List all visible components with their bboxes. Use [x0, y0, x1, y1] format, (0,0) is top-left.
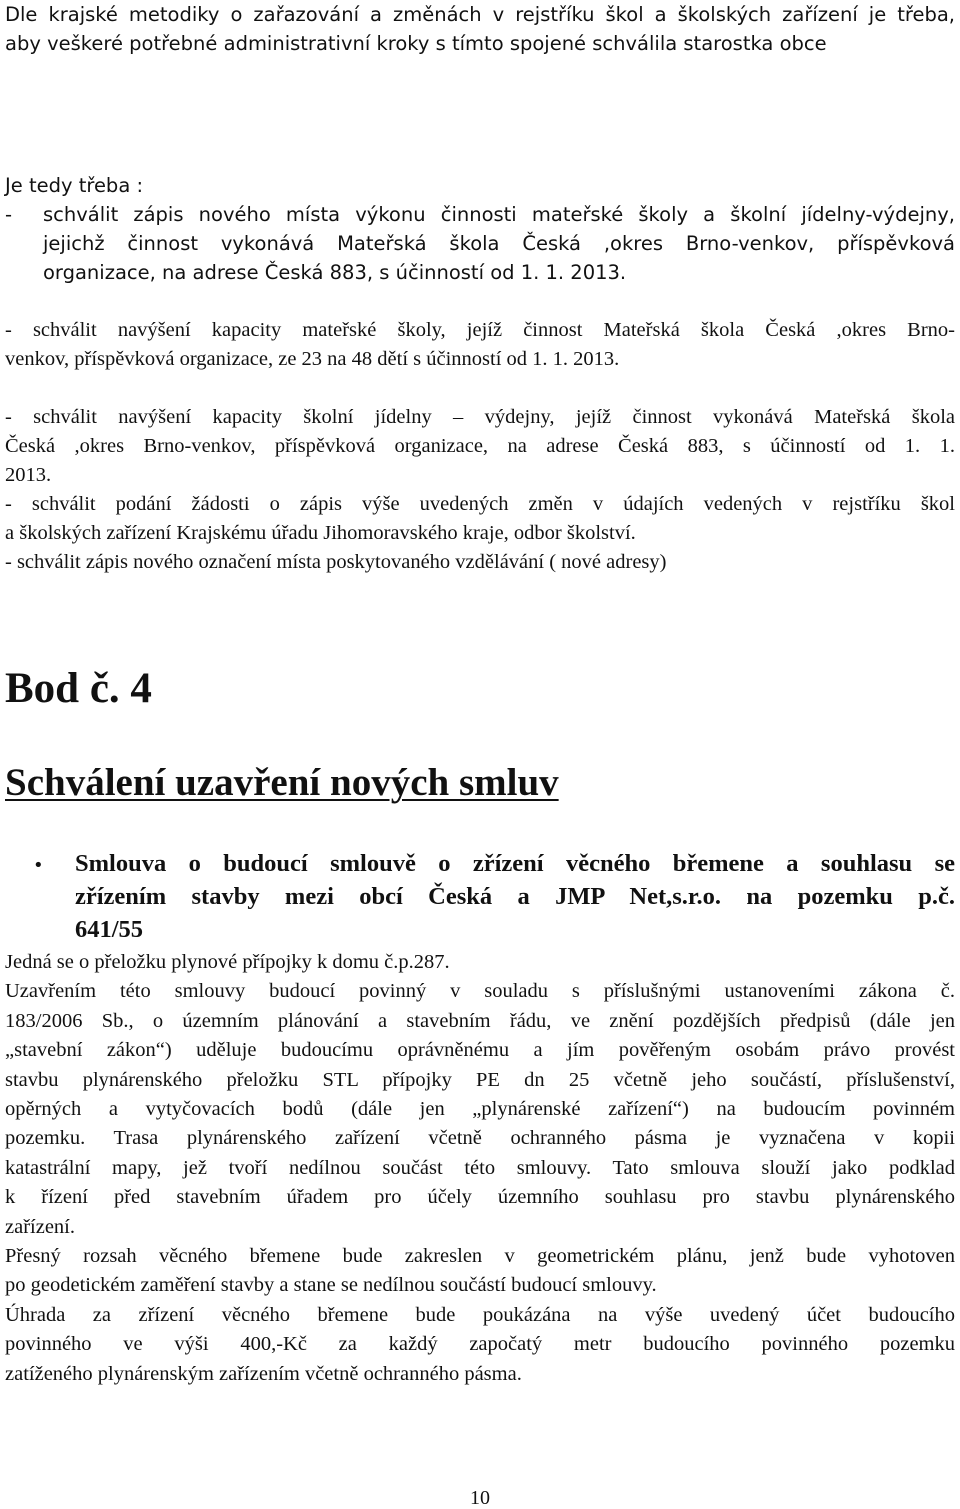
needed-section: [5, 171, 955, 287]
needed-item-3: [5, 403, 955, 490]
needed-item-2-line-1: - schválit navýšení kapacity mateřské školy, jejíž činnost Mateřská škola Česká ,okres Brno-: [5, 319, 955, 341]
contract-body-line-5: stavbu plynárenského přeložku STL přípojky PE dn 25 včetně jeho součástí, příslušenství,: [5, 1068, 955, 1091]
contract-body-line-12: po geodetickém zaměření stavby a stane se nedílnou součástí budoucí smlouvy.: [5, 1274, 657, 1297]
bullet-icon: •: [33, 855, 44, 876]
contract-body-line-8: katastrální mapy, jež tvoří nedílnou součást této smlouvy. Tato smlouva slouží jako podklad: [5, 1156, 955, 1179]
contract-title: [75, 847, 955, 946]
needed-item-4-line-2: a školských zařízení Krajskému úřadu Jihomoravského kraje, odbor školství.: [5, 522, 636, 544]
contract-body-line-9: k řízení před stavebním úřadem pro účely územního souhlasu pro stavbu plynárenského: [5, 1186, 955, 1209]
needed-item-5: [5, 548, 955, 577]
contract-body-line-1: Jedná se o přeložku plynové přípojky k domu č.p.287.: [5, 951, 450, 973]
needed-item-3-line-1: - schválit navýšení kapacity školní jídelny – výdejny, jejíž činnost vykonává Mateřská škola: [5, 406, 955, 428]
intro-paragraph: [5, 0, 955, 58]
section-title: Schválení uzavření nových smluv: [5, 761, 559, 804]
intro-line-2: aby veškeré potřebné administrativní kroky s tímto spojené schválila starostka obce: [5, 32, 827, 55]
contract-body-line-15: zatíženého plynárenským zařízením včetně ochranného pásma.: [5, 1362, 522, 1385]
contract-body-line-11: Přesný rozsah věcného břemene bude zakreslen v geometrickém plánu, jenž bude vyhotoven: [5, 1245, 955, 1268]
needed-item-1-line-1: schválit zápis nového místa výkonu činnosti mateřské školy a školní jídelny-výdejny,: [43, 203, 955, 226]
list-dash: -: [5, 203, 13, 226]
contract-body-line-4: „stavební zákon“) uděluje budoucímu oprávněnému a jím pověřeným osobám právo provést: [5, 1039, 955, 1062]
contract-body: [5, 948, 955, 1389]
intro-line-1: Dle krajské metodiky o zařazování a změnách v rejstříku škol a školských zařízení je třeba,: [5, 3, 955, 26]
needed-item-1-line-2: jejichž činnost vykonává Mateřská škola Česká ,okres Brno-venkov, příspěvková: [43, 232, 955, 255]
contract-title-line-3: 641/55: [75, 916, 144, 943]
contract-bullet-item: [5, 847, 955, 946]
contract-body-line-7: pozemku. Trasa plynárenského zařízení včetně ochranného pásma je vyznačena v kopii: [5, 1127, 955, 1150]
contract-body-line-13: Úhrada za zřízení věcného břemene bude poukázána na výše uvedený účet budoucího: [5, 1303, 955, 1326]
needed-item-3-line-3: 2013.: [5, 464, 52, 486]
contract-body-line-3: 183/2006 Sb., o územním plánování a stavebním řádu, ve znění pozdějších předpisů (dále jen: [5, 1009, 955, 1032]
needed-item-1-line-3: organizace, na adrese Česká 883, s účinností od 1. 1. 2013.: [43, 261, 627, 284]
contract-body-line-2: Uzavřením této smlouvy budoucí povinný v souladu s příslušnými ustanoveními zákona č.: [5, 980, 955, 1003]
contract-title-line-2: zřízením stavby mezi obcí Česká a JMP Net,s.r.o. na pozemku p.č.: [75, 883, 955, 910]
needed-item-5-line-1: - schválit zápis nového označení místa poskytovaného vzdělávání ( nové adresy): [5, 551, 667, 573]
needed-item-4: [5, 490, 955, 548]
contract-body-line-10: zařízení.: [5, 1215, 75, 1238]
contract-title-line-1: Smlouva o budoucí smlouvě o zřízení věcného břemene a souhlasu se: [75, 850, 955, 877]
contract-body-line-6: opěrných a vytyčovacích bodů (dále jen „plynárenské zařízení“) na budoucím povinném: [5, 1098, 955, 1121]
bod-title: Bod č. 4: [5, 665, 152, 712]
needed-item-2-line-2: venkov, příspěvková organizace, ze 23 na 48 dětí s účinností od 1. 1. 2013.: [5, 348, 620, 370]
needed-item-2: [5, 316, 955, 374]
contract-body-line-14: povinného ve výši 400,-Kč za každý započatý metr budoucího povinného pozemku: [5, 1333, 955, 1356]
needed-heading: Je tedy třeba :: [5, 174, 144, 197]
needed-item-4-line-1: - schválit podání žádosti o zápis výše uvedených změn v údajích vedených v rejstříku škol: [5, 493, 955, 515]
page-number: 10: [470, 1487, 490, 1509]
needed-item-1: [5, 200, 955, 287]
needed-item-3-line-2: Česká ,okres Brno-venkov, příspěvková organizace, na adrese Česká 883, s účinností od 1. 1.: [5, 435, 955, 457]
